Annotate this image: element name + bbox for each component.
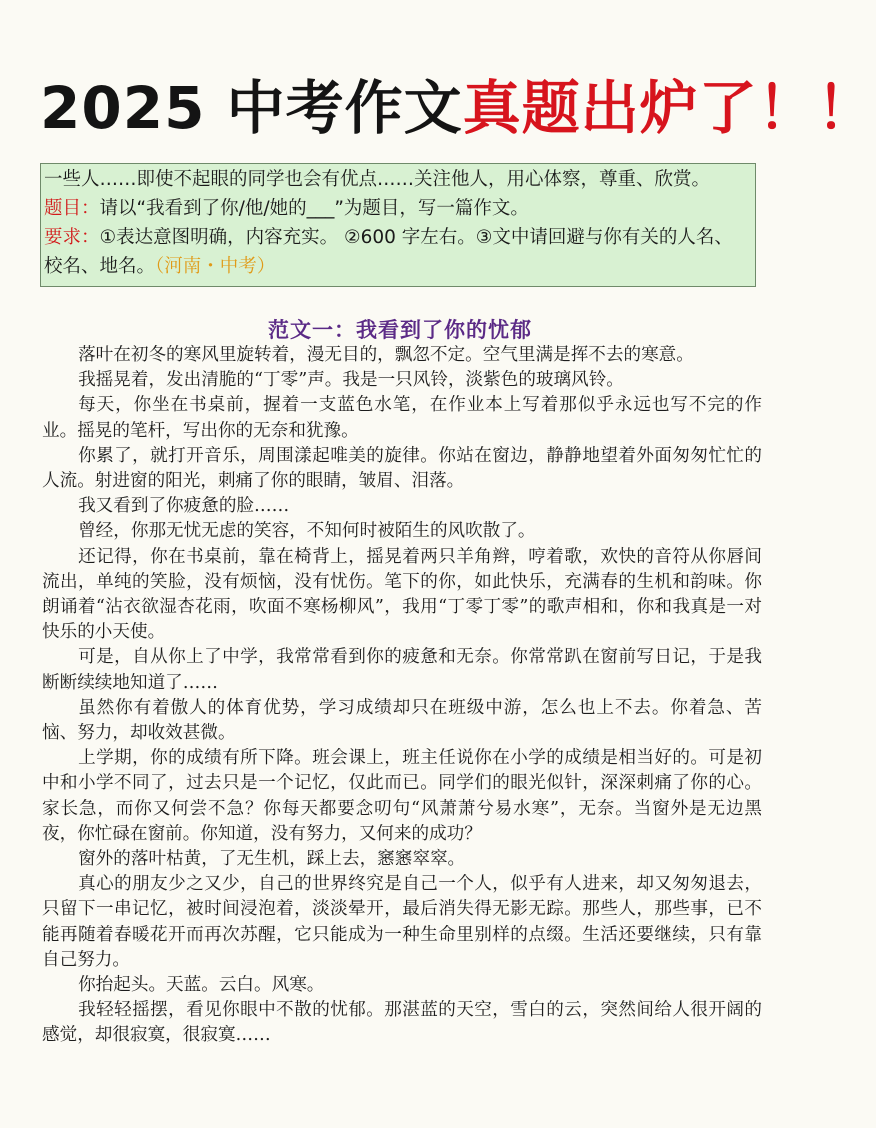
essay-paragraph: 我轻轻摇摆，看见你眼中不散的忧郁。那湛蓝的天空，雪白的云，突然间给人很开阔的感觉，却很寂寞，很寂寞…… bbox=[42, 1000, 762, 1046]
essay-paragraph: 窗外的落叶枯黄，了无生机，踩上去，窸窸窣窣。 bbox=[78, 849, 466, 870]
prompt-topic bbox=[44, 194, 751, 223]
headline-year-text: 2025 中考作文 bbox=[40, 74, 463, 142]
essay-paragraph: 可是，自从你上了中学，我常常看到你的疲惫和无奈。你常常趴在窗前写日记，于是我断断续续地知道了…… bbox=[42, 647, 762, 693]
essay-paragraph: 真心的朋友少之又少，自己的世界终究是自己一个人，似乎有人进来，却又匆匆退去，只留下一串记忆，被时间浸泡着，淡淡晕开，最后消失得无影无踪。那些人，那些事，已不能再随着春暖花开而再次苏醒，它只能成为一种生命里别样的点缀。生活还要继续，只有靠自己努力。 bbox=[42, 874, 762, 970]
headline-highlight-text: 真题出炉了！！ bbox=[462, 74, 876, 142]
essay-paragraph: 虽然你有着傲人的体育优势，学习成绩却只在班级中游，怎么也上不去。你着急、苦恼、努力，却收效甚微。 bbox=[42, 697, 762, 744]
headline bbox=[40, 68, 876, 148]
essay-prompt-box bbox=[40, 163, 756, 287]
essay-paragraph: 曾经，你那无忧无虑的笑容，不知何时被陌生的风吹散了。 bbox=[78, 521, 536, 542]
essay-paragraph: 落叶在初冬的寒风里旋转着，漫无目的，飘忽不定。空气里满是挥不去的寒意。 bbox=[78, 345, 694, 365]
essay-body bbox=[42, 343, 762, 1049]
essay-paragraph: 你抬起头。天蓝。云白。风寒。 bbox=[78, 975, 325, 996]
requirement-text: ①表达意图明确，内容充实。 ②600 字左右。③文中请回避与你有关的人名、校名、地名。 bbox=[44, 227, 733, 277]
essay-paragraph: 我又看到了你疲惫的脸…… bbox=[78, 496, 290, 517]
essay-paragraph: 还记得，你在书桌前，靠在椅背上，摇晃着两只羊角辫，哼着歌，欢快的音符从你唇间流出，单纯的笑脸，没有烦恼，没有忧伤。笔下的你，如此快乐，充满春的生机和韵味。你朗诵着“沾衣欲湿杏花雨，吹面不寒杨柳风”，我用“丁零丁零”的歌声相和，你和我真是一对快乐的小天使。 bbox=[42, 546, 762, 643]
prompt-requirements bbox=[44, 223, 751, 281]
topic-text: 请以“我看到了你/他/她的___”为题目，写一篇作文。 bbox=[99, 198, 529, 219]
essay-paragraph: 每天，你坐在书桌前，握着一支蓝色水笔，在作业本上写着那似乎永远也写不完的作业。摇晃的笔杆，写出你的无奈和犹豫。 bbox=[42, 395, 762, 441]
essay-paragraph: 我摇晃着，发出清脆的“丁零”声。我是一只风铃，淡紫色的玻璃风铃。 bbox=[78, 370, 624, 391]
source-tag: （河南・中考） bbox=[155, 256, 276, 277]
topic-label: 题目： bbox=[44, 198, 100, 219]
prompt-material bbox=[44, 165, 751, 194]
essay-paragraph: 你累了，就打开音乐，周围漾起唯美的旋律。你站在窗边，静静地望着外面匆匆忙忙的人流。射进窗的阳光，刺痛了你的眼睛，皱眉、泪落。 bbox=[42, 445, 762, 492]
essay-title: 范文一：我看到了你的忧郁 bbox=[268, 317, 532, 342]
prompt-material-text: 一些人……即使不起眼的同学也会有优点……关注他人，用心体察，尊重、欣赏。 bbox=[44, 169, 711, 190]
requirement-label: 要求： bbox=[44, 227, 100, 248]
essay-paragraph: 上学期，你的成绩有所下降。班会课上，班主任说你在小学的成绩是相当好的。可是初中和小学不同了，过去只是一个记忆，仅此而已。同学们的眼光似针，深深刺痛了你的心。家长急，而你又何尝不急？你每天都要念叨句“风萧萧兮易水寒”，无奈。当窗外是无边黑夜，你忙碌在窗前。你知道，没有努力，又何来的成功？ bbox=[42, 748, 762, 844]
